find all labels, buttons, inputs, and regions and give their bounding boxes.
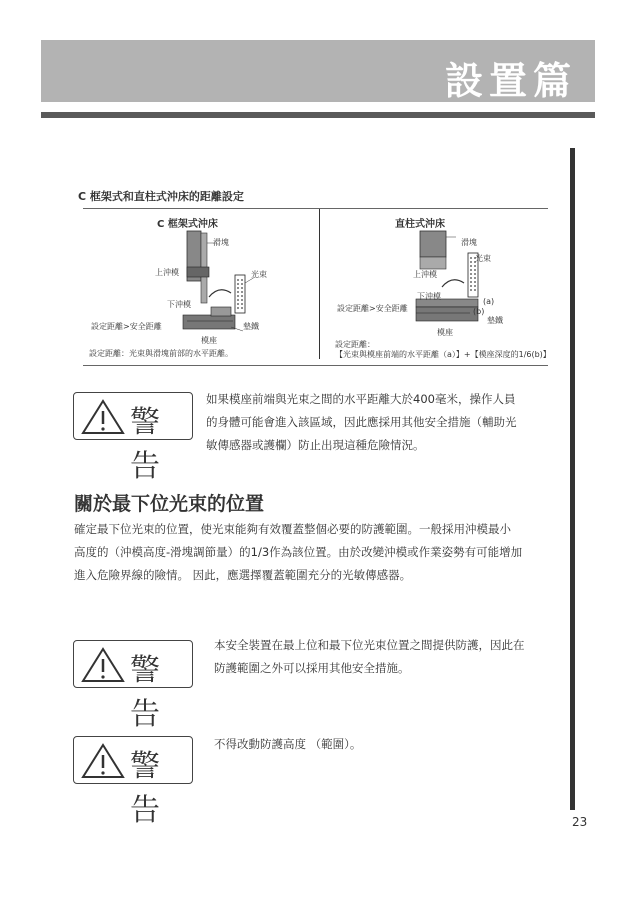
figure-section-title: C 框架式和直柱式沖床的距離設定 — [78, 190, 244, 203]
warning-text-3 — [214, 733, 566, 756]
warning-3-line: 不得改動防護高度 （範圍）。 — [214, 737, 362, 751]
label-upper-die-left: 上沖模 — [155, 268, 179, 277]
warning-triangle-icon — [81, 743, 125, 779]
warning-2-line: 防護範圍之外可以採用其他安全措施。 — [214, 661, 410, 675]
label-die-seat-left: 模座 — [201, 336, 217, 345]
header-rule — [41, 112, 595, 118]
warning-text-1 — [206, 388, 566, 457]
section-line: 確定最下位光束的位置，使光束能夠有效覆蓋整個必要的防護範圍。一般採用沖模最小 — [74, 522, 511, 536]
label-dist-right: 設定距離>安全距離 — [337, 304, 408, 313]
label-bolster-left: 墊鐵 — [243, 322, 259, 331]
label-upper-die-right: 上沖模 — [413, 270, 437, 279]
warning-triangle-icon — [81, 399, 125, 435]
straight-column-press-diagram — [320, 227, 548, 347]
warning-badge-3 — [73, 736, 193, 828]
section-body — [74, 518, 566, 587]
label-slider-right: 滑塊 — [461, 238, 477, 247]
label-beam-left: 光束 — [251, 270, 267, 279]
left-figure-heading: C 框架式沖床 — [157, 219, 218, 230]
right-figure-caption-1: 設定距離： — [335, 340, 375, 349]
header-bar — [41, 40, 595, 102]
section-line: 進入危險界線的險情。 因此，應選擇覆蓋範圍充分的光敏傳感器。 — [74, 568, 412, 582]
warning-1-line: 的身體可能會進入該區域，因此應採用其他安全措施（輔助光 — [206, 415, 517, 429]
label-a-right: (a) — [483, 297, 495, 306]
label-slider-left: 滑塊 — [213, 238, 229, 247]
section-line: 高度的（沖模高度-滑塊調節量）的1/3作為該位置。由於改變沖模或作業姿勢有可能增加 — [74, 545, 523, 559]
warning-label-2: 警告 — [130, 653, 162, 732]
label-beam-right: 光束 — [475, 254, 491, 263]
warning-text-2 — [214, 634, 566, 680]
label-lower-die-left: 下沖模 — [167, 300, 191, 309]
left-figure-caption: 設定距離：光束與滑塊前部的水平距離。 — [89, 349, 233, 358]
warning-1-line: 敏傳感器或護欄）防止出現這種危險情況。 — [206, 438, 425, 452]
distance-figure — [83, 208, 551, 366]
right-figure-heading: 直柱式沖床 — [395, 219, 445, 230]
warning-1-line: 如果模座前端與光束之間的水平距離大於400毫米，操作人員 — [206, 392, 516, 406]
section-heading: 關於最下位光束的位置 — [74, 493, 265, 515]
warning-triangle-icon — [81, 647, 125, 683]
label-bolster-right: 墊鐵 — [487, 316, 503, 325]
warning-badge-1 — [73, 392, 193, 484]
label-dist-left: 設定距離>安全距離 — [91, 322, 162, 331]
warning-label-1: 警告 — [130, 405, 162, 484]
warning-label-3: 警告 — [130, 749, 162, 828]
right-margin-rule — [570, 148, 575, 810]
label-die-seat-right: 模座 — [437, 328, 453, 337]
warning-2-line: 本安全裝置在最上位和最下位光束位置之間提供防護，因此在 — [214, 638, 525, 652]
page-section-title: 設置篇 — [444, 59, 577, 103]
page-number: 23 — [572, 815, 588, 829]
label-b-right: (b) — [473, 307, 485, 316]
warning-badge-2 — [73, 640, 193, 732]
label-lower-die-right: 下沖模 — [417, 292, 441, 301]
right-figure-caption-2: 【光束與模座前端的水平距離（a）】+【模座深度的1/6(b)】 — [335, 350, 551, 359]
